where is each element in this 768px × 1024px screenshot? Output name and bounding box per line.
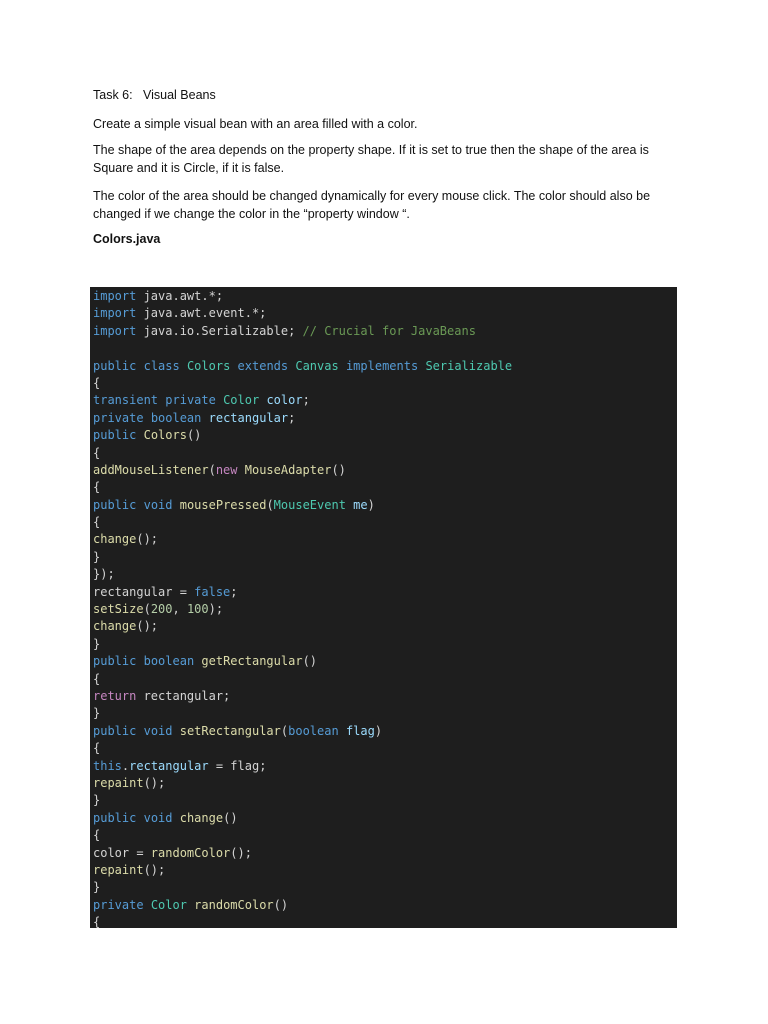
code-token: Serializable	[425, 358, 513, 373]
code-token: });	[93, 567, 115, 582]
code-line	[93, 671, 512, 688]
code-token	[173, 498, 180, 512]
code-line	[93, 688, 512, 705]
description-paragraph-3: The color of the area should be changed dynamically for every mouse click. The color should also be changed if we change the color in the “property window “.	[93, 189, 651, 221]
code-block	[90, 287, 677, 928]
code-token: public	[93, 497, 137, 512]
code-line	[93, 636, 512, 653]
code-line	[93, 845, 512, 862]
code-token: {	[93, 741, 101, 756]
code-token: (	[208, 462, 216, 477]
code-token: ()	[331, 462, 346, 477]
code-token: color	[266, 393, 303, 408]
code-token: Color	[223, 393, 260, 408]
code-token	[339, 359, 346, 373]
code-token: ()	[186, 428, 202, 443]
code-token: extends	[237, 358, 289, 373]
code-token: public	[93, 358, 137, 373]
code-token	[136, 428, 143, 442]
code-line	[93, 584, 512, 601]
code-token: java.awt.*;	[136, 289, 224, 303]
code-token: public	[93, 654, 137, 669]
code-token: Colors	[186, 358, 231, 373]
code-token: return	[93, 688, 137, 703]
code-line	[93, 479, 512, 496]
code-token: )	[367, 497, 375, 512]
code-token: rectangular;	[136, 688, 231, 703]
code-token	[238, 463, 245, 477]
code-line	[93, 566, 512, 583]
description-paragraph-2: The shape of the area depends on the property shape. If it is set to true then the shape of the area is Square and it is Circle, if it is false.	[93, 143, 649, 175]
code-token: }	[93, 636, 101, 651]
code-token: new	[215, 462, 238, 477]
code-token: ;	[230, 584, 238, 599]
code-line	[93, 758, 512, 775]
code-filename: Colors.java	[93, 232, 161, 246]
code-token: ();	[136, 619, 159, 634]
code-token: change	[93, 619, 137, 634]
code-line	[93, 740, 512, 757]
code-line	[93, 601, 512, 618]
code-token	[173, 724, 180, 738]
code-token: ()	[273, 897, 289, 912]
code-token: class	[143, 358, 180, 373]
code-token: getRectangular	[201, 654, 303, 669]
code-token: (	[280, 723, 289, 738]
code-token: color =	[93, 845, 151, 860]
code-token: this	[93, 758, 122, 773]
code-lines	[93, 288, 512, 928]
code-token: ,	[172, 602, 187, 617]
code-line	[93, 653, 512, 670]
code-token: me	[353, 497, 368, 512]
code-token: boolean	[288, 723, 339, 738]
code-token: ();	[136, 532, 159, 547]
code-line	[93, 879, 512, 896]
code-line	[93, 305, 512, 322]
code-token: change	[93, 532, 137, 547]
code-token: MouseAdapter	[244, 462, 332, 477]
code-token: transient	[93, 393, 159, 408]
code-token: ()	[223, 810, 238, 825]
code-token: repaint	[93, 775, 144, 790]
code-token: boolean	[150, 410, 202, 425]
code-token: public	[93, 810, 137, 825]
code-line	[93, 288, 512, 305]
code-line	[93, 792, 512, 809]
code-token: change	[179, 810, 224, 825]
code-token: java.awt.event.*;	[136, 306, 267, 321]
code-token: {	[93, 671, 101, 686]
code-token	[230, 359, 237, 373]
code-token: implements	[345, 358, 419, 373]
code-token	[201, 411, 208, 425]
code-token: ();	[143, 775, 166, 790]
code-line	[93, 531, 512, 548]
code-token: Color	[150, 897, 187, 912]
code-token: .	[121, 758, 130, 773]
code-token	[136, 359, 143, 373]
code-line	[93, 914, 512, 928]
code-token: ;	[288, 410, 296, 425]
code-line	[93, 810, 512, 827]
code-token: {	[93, 375, 101, 390]
code-token	[144, 898, 151, 912]
code-line	[93, 427, 512, 444]
code-token: boolean	[143, 654, 195, 669]
code-token: {	[93, 480, 101, 495]
code-token: }	[93, 793, 101, 808]
code-token: ();	[143, 862, 166, 877]
code-line	[93, 705, 512, 722]
code-token: repaint	[93, 862, 144, 877]
code-token: MouseEvent	[273, 497, 346, 512]
code-token: ;	[302, 393, 310, 408]
code-line	[93, 827, 512, 844]
code-token: }	[93, 549, 101, 564]
code-token: false	[194, 584, 231, 599]
code-token: (	[143, 602, 151, 617]
code-token	[136, 498, 143, 512]
code-line	[93, 358, 512, 375]
code-token: private	[93, 897, 144, 912]
code-line	[93, 323, 512, 340]
code-token: void	[143, 497, 173, 512]
code-token: setSize	[93, 602, 144, 617]
code-line	[93, 497, 512, 514]
code-line	[93, 462, 512, 479]
code-token: flag	[345, 723, 375, 738]
code-token: Colors	[143, 428, 187, 443]
task-heading: Task 6: Visual Beans	[93, 88, 216, 102]
code-token: }	[93, 706, 101, 721]
code-token: )	[374, 723, 383, 738]
code-token: {	[93, 915, 101, 928]
code-token	[173, 811, 180, 825]
description-paragraph-1: Create a simple visual bean with an area filled with a color.	[93, 117, 418, 131]
code-token: {	[93, 445, 101, 460]
code-token: import	[93, 306, 137, 321]
code-line	[93, 392, 512, 409]
code-token: addMouseListener	[93, 462, 209, 477]
code-token	[136, 811, 143, 825]
code-token	[144, 411, 151, 425]
code-line	[93, 410, 512, 427]
code-token	[180, 359, 187, 373]
code-line	[93, 514, 512, 531]
code-token	[136, 654, 143, 668]
code-token: public	[93, 723, 137, 738]
code-line	[93, 549, 512, 566]
code-token: ()	[302, 654, 318, 669]
code-token: ();	[230, 845, 252, 860]
code-token: rectangular	[129, 758, 209, 773]
code-token: import	[93, 289, 137, 303]
code-line	[93, 775, 512, 792]
code-token	[136, 724, 143, 738]
code-token: (	[266, 497, 274, 512]
code-token: 100	[186, 602, 209, 617]
code-token: 200	[150, 602, 173, 617]
code-token: rectangular	[208, 410, 289, 425]
code-token: java.io.Serializable;	[136, 323, 303, 338]
code-token	[339, 724, 346, 738]
code-token: void	[143, 810, 173, 825]
code-token: = flag;	[208, 758, 267, 773]
code-token: void	[143, 723, 173, 738]
code-token: randomColor	[150, 845, 231, 860]
code-line	[93, 862, 512, 879]
code-token: }	[93, 880, 101, 895]
code-token: Canvas	[295, 358, 339, 373]
code-token: );	[208, 602, 224, 617]
code-token: private	[93, 410, 144, 425]
code-token: setRectangular	[179, 723, 281, 738]
code-line	[93, 723, 512, 740]
code-token: // Crucial for JavaBeans	[302, 323, 476, 338]
code-line	[93, 445, 512, 462]
code-token: {	[93, 828, 101, 843]
code-token: import	[93, 323, 137, 338]
code-token: randomColor	[194, 897, 274, 912]
code-line	[93, 340, 512, 357]
code-line	[93, 375, 512, 392]
code-token: public	[93, 428, 137, 443]
code-line	[93, 897, 512, 914]
code-line	[93, 618, 512, 635]
code-token: {	[93, 515, 101, 530]
code-token: mousePressed	[179, 497, 267, 512]
code-token: private	[165, 393, 216, 408]
code-token: rectangular =	[93, 584, 195, 599]
code-token	[216, 393, 223, 407]
